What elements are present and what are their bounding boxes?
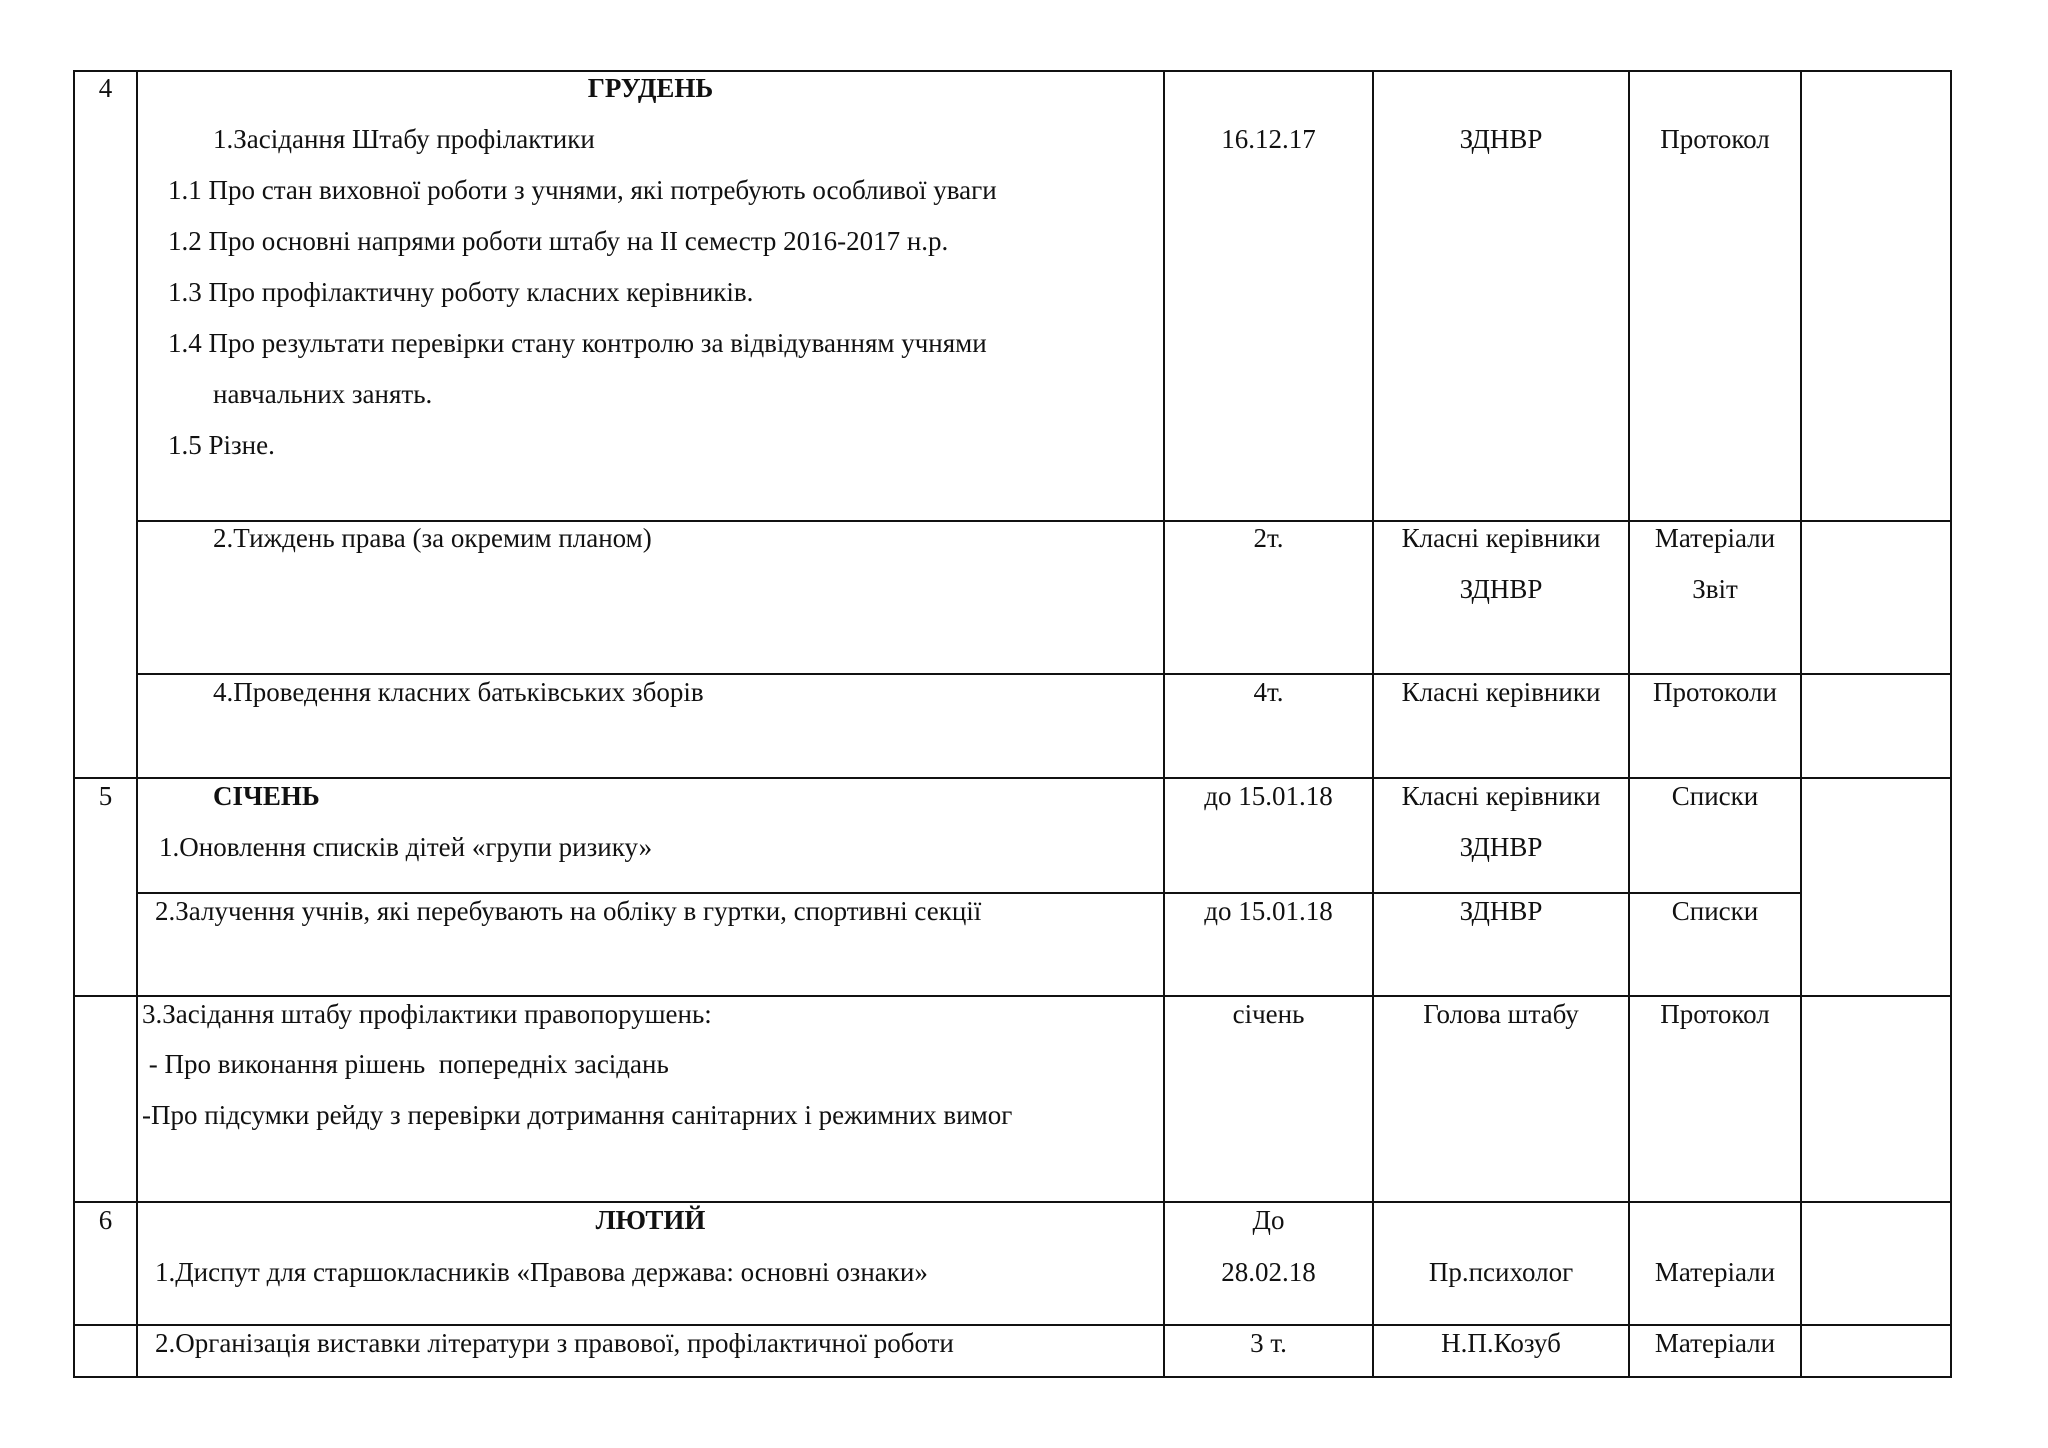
column-divider [1163, 70, 1165, 1378]
item-title: 1.Засідання Штабу профілактики [213, 124, 595, 154]
item-result-form: Матеріали [1654, 1257, 1776, 1287]
row-number: 4 [98, 73, 113, 103]
item-line: - Про виконання рішень попередніх засідань [142, 1049, 669, 1079]
table-border-right [1950, 70, 1952, 1378]
item-date: січень [1232, 999, 1305, 1029]
item-line: 1.2 Про основні напрями роботи штабу на II семестр 2016-2017 н.р. [168, 226, 949, 256]
item-responsible: Голова штабу [1423, 999, 1579, 1029]
item-responsible: Класні керівники [1401, 523, 1601, 553]
item-date: до 15.01.18 [1204, 896, 1333, 926]
item-date: 4т. [1253, 677, 1284, 707]
month-heading: ЛЮТИЙ [595, 1205, 706, 1235]
row-number: 6 [98, 1205, 113, 1235]
item-result-form: Протоколи [1653, 677, 1777, 707]
item-responsible: Н.П.Козуб [1441, 1328, 1561, 1358]
item-result-form: Списки [1671, 896, 1759, 926]
item-title: 2.Організація виставки літератури з правової, профілактичної роботи [155, 1328, 954, 1358]
item-responsible: ЗДНВР [1459, 832, 1543, 862]
row-divider [73, 1201, 1952, 1203]
item-line: 1.5 Різне. [168, 430, 275, 460]
item-responsible: Класні керівники [1401, 677, 1601, 707]
row-divider [73, 1324, 1952, 1326]
item-responsible: ЗДНВР [1459, 896, 1543, 926]
month-heading: СІЧЕНЬ [213, 781, 320, 811]
row-number: 5 [98, 781, 113, 811]
item-line: -Про підсумки рейду з перевірки дотримання санітарних і режимних вимог [142, 1100, 1013, 1130]
item-title: 2.Тиждень права (за окремим планом) [213, 523, 652, 553]
column-divider [1628, 70, 1630, 1378]
item-title: 1.Оновлення списків дітей «групи ризику» [159, 832, 653, 862]
item-result-form: Матеріали [1654, 523, 1776, 553]
item-date: 3 т. [1250, 1328, 1287, 1358]
item-line: 3.Засідання штабу профілактики правопорушень: [142, 999, 712, 1029]
row-divider [73, 995, 1952, 997]
item-result-form: Списки [1671, 781, 1759, 811]
table-border-left [73, 70, 75, 1378]
item-title: 1.Диспут для старшокласників «Правова держава: основні ознаки» [155, 1257, 928, 1287]
column-divider [136, 70, 138, 1378]
item-date: 28.02.18 [1221, 1257, 1316, 1287]
month-heading: ГРУДЕНЬ [587, 73, 714, 103]
item-line: 1.1 Про стан виховної роботи з учнями, які потребують особливої уваги [168, 175, 997, 205]
item-responsible: Пр.психолог [1428, 1257, 1574, 1287]
item-result-form: Звіт [1692, 574, 1738, 604]
item-date: До [1252, 1205, 1285, 1235]
column-divider [1800, 70, 1802, 1378]
item-result-form: Протокол [1660, 999, 1770, 1029]
column-divider [1372, 70, 1374, 1378]
item-responsible: ЗДНВР [1459, 124, 1543, 154]
item-line: навчальних занять. [213, 379, 433, 409]
row-divider [136, 673, 1952, 675]
item-date: 2т. [1253, 523, 1284, 553]
item-responsible: Класні керівники [1401, 781, 1601, 811]
row-divider [73, 777, 1952, 779]
item-date: до 15.01.18 [1204, 781, 1333, 811]
item-line: 1.3 Про профілактичну роботу класних керівників. [168, 277, 754, 307]
item-responsible: ЗДНВР [1459, 574, 1543, 604]
item-date: 16.12.17 [1221, 124, 1316, 154]
table-border-bottom [73, 1376, 1952, 1378]
item-result-form: Протокол [1660, 124, 1770, 154]
item-result-form: Матеріали [1654, 1328, 1776, 1358]
item-line: 1.4 Про результати перевірки стану контролю за відвідуванням учнями [168, 328, 987, 358]
item-title: 4.Проведення класних батьківських зборів [213, 677, 704, 707]
row-divider [136, 892, 1802, 894]
item-title: 2.Залучення учнів, які перебувають на обліку в гуртки, спортивні секції [155, 896, 982, 926]
